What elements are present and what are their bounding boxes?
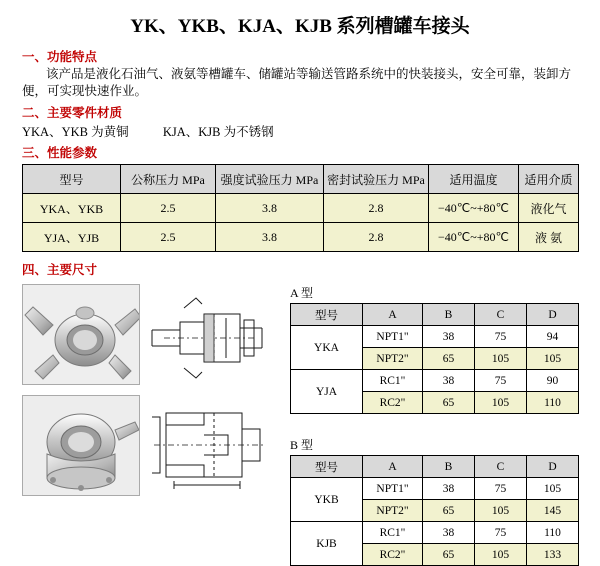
dim-a-cell-b: 65 bbox=[423, 392, 475, 414]
figure-row-a bbox=[22, 284, 272, 385]
table-row bbox=[291, 326, 579, 348]
perf-cell-temp: −40℃~+80℃ bbox=[429, 194, 519, 223]
dim-b-cell-d: 110 bbox=[527, 522, 579, 544]
dim-a-cell-c: 105 bbox=[475, 392, 527, 414]
dim-b-cell-a: NPT1" bbox=[363, 478, 423, 500]
table-header-row bbox=[291, 456, 579, 478]
perf-cell-medium: 液 氨 bbox=[519, 223, 579, 252]
table-row bbox=[291, 522, 579, 544]
dimension-table-b-caption: B 型 bbox=[290, 438, 314, 452]
figure-column bbox=[22, 284, 272, 506]
dim-a-cell-d: 94 bbox=[527, 326, 579, 348]
dim-a-cell-b: 38 bbox=[423, 370, 475, 392]
perf-col-medium: 适用介质 bbox=[519, 165, 579, 194]
dim-a-cell-b: 65 bbox=[423, 348, 475, 370]
perf-cell-model: YJA、YJB bbox=[23, 223, 121, 252]
dim-b-cell-c: 75 bbox=[475, 478, 527, 500]
perf-col-nominal-pressure: 公称压力 MPa bbox=[121, 165, 216, 194]
dim-a-cell-d: 90 bbox=[527, 370, 579, 392]
dim-b-cell-b: 65 bbox=[423, 544, 475, 566]
drawing-coupling-b-graphic bbox=[144, 395, 272, 496]
perf-col-model: 型号 bbox=[23, 165, 121, 194]
dim-a-cell-c: 105 bbox=[475, 348, 527, 370]
photo-coupling-a bbox=[22, 284, 140, 385]
photo-coupling-b bbox=[22, 395, 140, 496]
dim-b-cell-c: 75 bbox=[475, 522, 527, 544]
dim-a-cell-d: 110 bbox=[527, 392, 579, 414]
dim-b-col-c: C bbox=[475, 456, 527, 478]
dim-a-cell-a: RC1" bbox=[363, 370, 423, 392]
dim-a-cell-b: 38 bbox=[423, 326, 475, 348]
dim-b-cell-c: 105 bbox=[475, 544, 527, 566]
dim-a-cell-a: RC2" bbox=[363, 392, 423, 414]
dim-a-cell-model: YJA bbox=[291, 370, 363, 414]
dim-b-col-model: 型号 bbox=[291, 456, 363, 478]
dim-b-cell-a: RC2" bbox=[363, 544, 423, 566]
drawing-coupling-b bbox=[144, 395, 272, 496]
dim-a-cell-a: NPT1" bbox=[363, 326, 423, 348]
perf-cell-nominal: 2.5 bbox=[121, 223, 216, 252]
perf-cell-model: YKA、YKB bbox=[23, 194, 121, 223]
table-row bbox=[291, 478, 579, 500]
dim-a-cell-c: 75 bbox=[475, 326, 527, 348]
dim-b-cell-a: NPT2" bbox=[363, 500, 423, 522]
dim-a-cell-d: 105 bbox=[527, 348, 579, 370]
dimension-table-a-caption: A 型 bbox=[290, 286, 314, 300]
section-heading-performance: 三、性能参数 bbox=[22, 146, 98, 160]
section-heading-dimensions: 四、主要尺寸 bbox=[22, 263, 98, 277]
figure-row-b bbox=[22, 395, 272, 496]
dim-b-cell-model: KJB bbox=[291, 522, 363, 566]
perf-col-temperature: 适用温度 bbox=[429, 165, 519, 194]
dimension-table-a bbox=[290, 303, 579, 414]
photo-coupling-b-graphic bbox=[23, 396, 140, 496]
materials-brass-text: YKA、YKB 为黄铜 bbox=[22, 125, 129, 139]
dim-b-cell-b: 38 bbox=[423, 478, 475, 500]
perf-cell-medium: 液化气 bbox=[519, 194, 579, 223]
dim-b-col-a: A bbox=[363, 456, 423, 478]
materials-line bbox=[22, 122, 600, 140]
table-header-row bbox=[291, 304, 579, 326]
dim-b-cell-b: 38 bbox=[423, 522, 475, 544]
dim-a-cell-model: YKA bbox=[291, 326, 363, 370]
table-header-row bbox=[23, 165, 579, 194]
perf-cell-strength: 3.8 bbox=[216, 223, 324, 252]
perf-cell-seal: 2.8 bbox=[324, 194, 429, 223]
dim-a-col-b: B bbox=[423, 304, 475, 326]
dim-a-col-c: C bbox=[475, 304, 527, 326]
perf-col-strength-test: 强度试验压力 MPa bbox=[216, 165, 324, 194]
dim-b-cell-d: 145 bbox=[527, 500, 579, 522]
dim-b-cell-a: RC1" bbox=[363, 522, 423, 544]
dim-b-cell-model: YKB bbox=[291, 478, 363, 522]
section-heading-features: 一、功能特点 bbox=[22, 50, 98, 64]
dim-a-col-a: A bbox=[363, 304, 423, 326]
perf-cell-strength: 3.8 bbox=[216, 194, 324, 223]
dim-a-col-model: 型号 bbox=[291, 304, 363, 326]
dim-a-cell-c: 75 bbox=[475, 370, 527, 392]
dim-b-cell-d: 105 bbox=[527, 478, 579, 500]
perf-cell-temp: −40℃~+80℃ bbox=[429, 223, 519, 252]
perf-cell-nominal: 2.5 bbox=[121, 194, 216, 223]
table-row bbox=[23, 194, 579, 223]
photo-coupling-a-graphic bbox=[23, 285, 140, 385]
dim-b-col-d: D bbox=[527, 456, 579, 478]
features-paragraph: 该产品是液化石油气、液氨等槽罐车、储罐站等输送管路系统中的快装接头，安全可靠，装卸方便，可实现快速作业。 bbox=[22, 67, 572, 98]
table-row bbox=[23, 223, 579, 252]
dim-b-cell-b: 65 bbox=[423, 500, 475, 522]
dimensions-area bbox=[0, 284, 600, 561]
materials-steel-text: KJA、KJB 为不锈钢 bbox=[162, 125, 274, 139]
dim-a-col-d: D bbox=[527, 304, 579, 326]
perf-col-seal-test: 密封试验压力 MPa bbox=[324, 165, 429, 194]
drawing-coupling-a-graphic bbox=[144, 284, 272, 385]
dim-b-col-b: B bbox=[423, 456, 475, 478]
dimension-table-b bbox=[290, 455, 579, 566]
dim-a-cell-a: NPT2" bbox=[363, 348, 423, 370]
dimension-tables bbox=[290, 284, 578, 566]
dim-b-cell-d: 133 bbox=[527, 544, 579, 566]
dim-b-cell-c: 105 bbox=[475, 500, 527, 522]
drawing-coupling-a bbox=[144, 284, 272, 385]
table-row bbox=[291, 370, 579, 392]
performance-table bbox=[22, 164, 579, 252]
perf-cell-seal: 2.8 bbox=[324, 223, 429, 252]
page-title: YK、YKB、KJA、KJB 系列槽罐车接头 bbox=[130, 16, 470, 37]
section-heading-materials: 二、主要零件材质 bbox=[22, 106, 123, 120]
